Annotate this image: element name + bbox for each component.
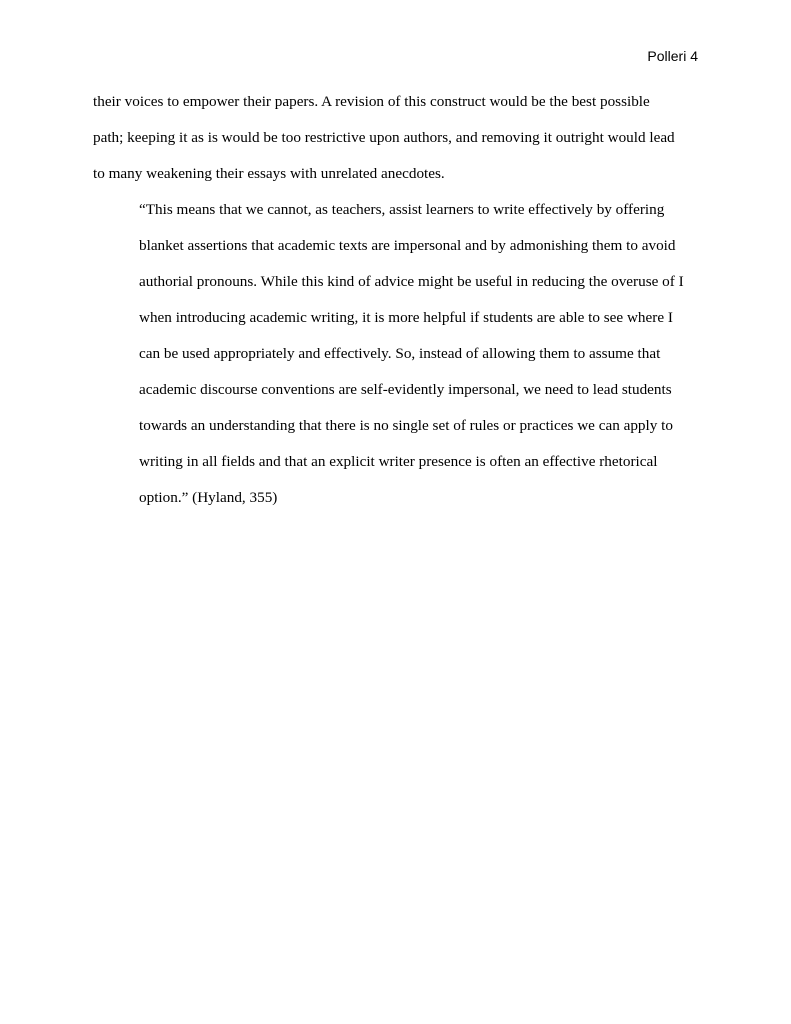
quote-line: academic discourse conventions are self-evidently impersonal, we need to lead students [139, 381, 672, 398]
quote-line: “This means that we cannot, as teachers, assist learners to write effectively by offering [139, 201, 665, 218]
quote-line: when introducing academic writing, it is more helpful if students are able to see where I [139, 309, 673, 326]
quote-line: can be used appropriately and effectively. So, instead of allowing them to assume that [139, 345, 661, 362]
paragraph-line: path; keeping it as is would be too restrictive upon authors, and removing it outright would lead [93, 129, 675, 146]
paragraph-line: to many weakening their essays with unrelated anecdotes. [93, 165, 445, 182]
block-quote [139, 201, 703, 525]
quote-line: blanket assertions that academic texts are impersonal and by admonishing them to avoid [139, 237, 676, 254]
paragraph-line: their voices to empower their papers. A revision of this construct would be the best possible [93, 93, 650, 110]
quote-line-citation: option.” (Hyland, 355) [139, 489, 278, 506]
body-text [93, 93, 703, 525]
running-header: Polleri 4 [647, 48, 698, 64]
quote-line: towards an understanding that there is no single set of rules or practices we can apply to [139, 417, 673, 434]
quote-line: writing in all fields and that an explicit writer presence is often an effective rhetorical [139, 453, 658, 470]
quote-line: authorial pronouns. While this kind of advice might be useful in reducing the overuse of I [139, 273, 684, 290]
paragraph [93, 93, 703, 201]
